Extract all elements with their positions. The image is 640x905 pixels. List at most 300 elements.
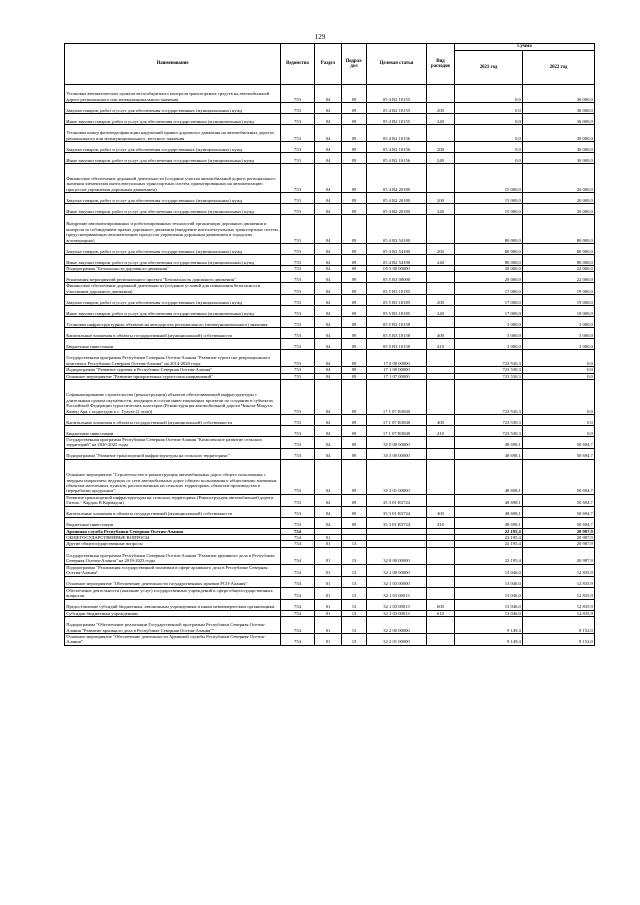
cell-sum-2022: 50 694,7 (523, 437, 595, 449)
table-row (65, 633, 595, 645)
cell-ministry: 753 (281, 204, 315, 215)
table-row (65, 153, 595, 164)
cell-sum-2021: 0,0 (455, 125, 523, 142)
cell-subsection: 09 (342, 448, 367, 459)
table-row (65, 535, 595, 541)
cell-ministry: 753 (281, 367, 315, 373)
cell-subsection: 09 (342, 204, 367, 215)
cell-ministry: 753 (281, 317, 315, 328)
cell-name: Бюджетные инвестиции (65, 426, 281, 437)
cell-sum-2021: 0,0 (455, 142, 523, 153)
cell-name: Другие общегосударственные вопросы (65, 541, 281, 547)
cell-expense-type (427, 437, 455, 449)
cell-section: 04 (315, 283, 342, 295)
cell-ministry: 754 (281, 528, 315, 534)
cell-target: 32 1 03 00000 (367, 576, 427, 587)
cell-ministry: 754 (281, 576, 315, 587)
cell-ministry: 753 (281, 103, 315, 114)
cell-target: 05 5 R3 10185 (367, 306, 427, 317)
cell-name: Бюджетные инвестиции (65, 517, 281, 528)
cell-sum-2021: 22 195,4 (455, 547, 523, 564)
cell-section: 04 (315, 272, 342, 283)
cell-target: 17 0 00 00000 (367, 350, 427, 367)
cell-section: 04 (315, 367, 342, 373)
cell-target: 35 3 00 00000 (367, 448, 427, 459)
cell-section: 04 (315, 339, 342, 350)
cell-sum-2021: 48 698,1 (455, 517, 523, 528)
cell-sum-2021: 48 698,1 (455, 437, 523, 449)
cell-target: 05 4 R2 10156 (367, 125, 427, 142)
cell-name: Иные закупки товаров, работ и услуг для обеспечения государственных (муниципальных) нужд (65, 255, 281, 266)
cell-sum-2022: 50 694,7 (523, 459, 595, 494)
cell-name: Капитальные вложения в объекты государственной (муниципальной) собственности (65, 328, 281, 339)
table-row (65, 350, 595, 367)
cell-subsection: 13 (342, 564, 367, 576)
cell-name: Иные закупки товаров, работ и услуг для обеспечения государственных (муниципальных) нужд (65, 204, 281, 215)
cell-sum-2021: 15 000,0 (455, 164, 523, 193)
cell-ministry: 753 (281, 373, 315, 379)
cell-sum-2021: 3 000,0 (455, 339, 523, 350)
cell-name: Архивная служба Республики Северная Осетия-Алания (65, 528, 281, 534)
cell-subsection: 09 (342, 367, 367, 373)
header-ministry: Ведомство (281, 44, 315, 85)
cell-sum-2021: 17 000,0 (455, 306, 523, 317)
cell-subsection: 09 (342, 339, 367, 350)
cell-expense-type: 240 (427, 255, 455, 266)
cell-expense-type (427, 164, 455, 193)
cell-target: 05 4 R2 20180 (367, 193, 427, 204)
cell-ministry: 753 (281, 448, 315, 459)
cell-ministry: 753 (281, 215, 315, 244)
cell-sum-2022: 12 835,9 (523, 599, 595, 610)
cell-target: 05 4 R2 10155 (367, 114, 427, 125)
cell-sum-2021: 17 000,0 (455, 295, 523, 306)
cell-sum-2021: 723 530,3 (455, 350, 523, 367)
cell-name: Капитальные вложения в объекты государственной (муниципальной) собственности (65, 415, 281, 426)
cell-section: 04 (315, 415, 342, 426)
table-row (65, 506, 595, 517)
cell-sum-2022: 50 694,7 (523, 494, 595, 506)
cell-name: Софинансирование строительства (реконструкции) объектов обеспечивающей инфраструктуры с длительным сроком окупаемости, входящих в состав инвестиционных проектов по созданию в субъектах Российской Федерации туристических кластеров (Реконструкция автомобильной дороги Чикола-Мацута-Камец Арк с подъездом к с. Гулуат (2 этап)) (65, 380, 281, 415)
cell-name: Субсидии бюджетным учреждениям (65, 610, 281, 616)
cell-sum-2022: 80 000,0 (523, 244, 595, 255)
cell-section: 04 (315, 103, 342, 114)
cell-expense-type (427, 459, 455, 494)
cell-sum-2022: 20 987,9 (523, 541, 595, 547)
cell-sum-2022: 22 000,0 (523, 266, 595, 272)
cell-subsection: 09 (342, 517, 367, 528)
cell-section: 04 (315, 506, 342, 517)
cell-expense-type (427, 547, 455, 564)
cell-sum-2022: 50 694,7 (523, 506, 595, 517)
cell-sum-2021: 9 149,4 (455, 633, 523, 645)
cell-section: 04 (315, 266, 342, 272)
cell-name: Развитие транспортной инфраструктуры на сельских территориях (Реконструкция автомобильной дороги Гизель - Кардон В Кармадон) (65, 494, 281, 506)
cell-target: 05 4 R2 10156 (367, 142, 427, 153)
cell-name: Закупка товаров, работ и услуг для обеспечения государственных (муниципальных) нужд (65, 103, 281, 114)
table-row (65, 142, 595, 153)
cell-ministry: 753 (281, 415, 315, 426)
cell-section: 01 (315, 616, 342, 633)
cell-target: 32 1 03 00013 (367, 610, 427, 616)
table-row (65, 204, 595, 215)
cell-expense-type: 400 (427, 506, 455, 517)
cell-section: 04 (315, 517, 342, 528)
cell-name: Установка автоматических пунктов весогабаритного контроля транспортных средств на автомобильной дороге регионального или межмуниципального значения (65, 85, 281, 103)
cell-ministry: 753 (281, 426, 315, 437)
cell-sum-2022: 20 987,9 (523, 535, 595, 541)
cell-sum-2021: 80 000,0 (455, 244, 523, 255)
table-row (65, 415, 595, 426)
cell-name: Закупка товаров, работ и услуг для обеспечения государственных (муниципальных) нужд (65, 244, 281, 255)
cell-sum-2022: 8 152,0 (523, 616, 595, 633)
cell-sum-2021: 48 698,1 (455, 459, 523, 494)
cell-expense-type (427, 564, 455, 576)
cell-sum-2022: 20 987,9 (523, 547, 595, 564)
cell-ministry: 753 (281, 272, 315, 283)
cell-expense-type: 200 (427, 193, 455, 204)
cell-target: 32 2 00 00000 (367, 616, 427, 633)
cell-sum-2022: 80 000,0 (523, 215, 595, 244)
cell-sum-2021: 0,0 (455, 114, 523, 125)
cell-sum-2022: 20 987,9 (523, 528, 595, 534)
table-row (65, 266, 595, 272)
cell-sum-2021: 3 000,0 (455, 317, 523, 328)
cell-section: 04 (315, 114, 342, 125)
cell-ministry: 754 (281, 616, 315, 633)
cell-expense-type: 200 (427, 295, 455, 306)
table-row (65, 616, 595, 633)
cell-sum-2022: 36 000,0 (523, 114, 595, 125)
cell-subsection: 09 (342, 255, 367, 266)
cell-section: 01 (315, 633, 342, 645)
header-name: Наименование (65, 44, 281, 85)
cell-name: Иные закупки товаров, работ и услуг для обеспечения государственных (муниципальных) нужд (65, 306, 281, 317)
table-row (65, 587, 595, 599)
cell-target: 32 1 03 00013 (367, 587, 427, 599)
cell-sum-2022: 22 000,0 (523, 272, 595, 283)
table-row (65, 125, 595, 142)
cell-subsection: 13 (342, 541, 367, 547)
cell-ministry: 753 (281, 266, 315, 272)
cell-section: 04 (315, 494, 342, 506)
cell-sum-2021: 80 000,0 (455, 255, 523, 266)
cell-section: 01 (315, 547, 342, 564)
cell-ministry: 753 (281, 350, 315, 367)
cell-expense-type: 410 (427, 517, 455, 528)
cell-section: 04 (315, 125, 342, 142)
cell-expense-type (427, 587, 455, 599)
cell-subsection: 13 (342, 547, 367, 564)
cell-subsection: 09 (342, 142, 367, 153)
cell-target: 05 5 R3 10185 (367, 283, 427, 295)
budget-table (64, 43, 595, 646)
cell-name: Внедрение автоматизированных и роботизированных технологий организации дорожного движения и контроля за соблюдением правил дорожного движения (внедрение интеллектуальных транспортных систем, предусматривающих автоматизацию процессов управления дорожным движением в городских агломерациях) (65, 215, 281, 244)
cell-expense-type (427, 494, 455, 506)
cell-ministry: 754 (281, 610, 315, 616)
cell-sum-2022: 19 000,0 (523, 306, 595, 317)
cell-sum-2021: 13 046,0 (455, 587, 523, 599)
cell-name: Предоставление субсидий бюджетным, автономным учреждениям и иным некоммерческим организациям (65, 599, 281, 610)
cell-expense-type: 400 (427, 328, 455, 339)
cell-ministry: 753 (281, 283, 315, 295)
cell-subsection: 09 (342, 426, 367, 437)
cell-ministry: 753 (281, 164, 315, 193)
header-sum: Сумма (455, 44, 595, 51)
cell-name: Финансовое обеспечение дорожной деятельности (создание условий для повышения безопасности участников дорожного движения) (65, 283, 281, 295)
cell-subsection: 09 (342, 373, 367, 379)
table-row (65, 244, 595, 255)
cell-sum-2022: 36 000,0 (523, 103, 595, 114)
cell-sum-2021: 48 698,1 (455, 448, 523, 459)
cell-expense-type (427, 125, 455, 142)
cell-name: Основное мероприятие "Обеспечение деятельности государственных архивов РСО-Алания" (65, 576, 281, 587)
cell-sum-2022: 50 694,7 (523, 517, 595, 528)
cell-target: 05 5 R3 10185 (367, 295, 427, 306)
cell-section: 01 (315, 535, 342, 541)
header-expense-type: Вид расходов (427, 44, 455, 85)
cell-ministry: 754 (281, 535, 315, 541)
cell-sum-2022: 30 000,0 (523, 153, 595, 164)
cell-sum-2021: 3 000,0 (455, 328, 523, 339)
cell-subsection: 13 (342, 633, 367, 645)
cell-section: 04 (315, 193, 342, 204)
cell-name: Основное мероприятие "Обеспечение деятельности Архивной службы Республики Северная Осетия-Алания" (65, 633, 281, 645)
cell-subsection: 09 (342, 114, 367, 125)
cell-expense-type: 240 (427, 204, 455, 215)
cell-name: Подпрограмма "Реализация государственной политики в сфере архивного дела в Республике Северная Осетия-Алания" (65, 564, 281, 576)
cell-name: ОБЩЕГОСУДАРСТВЕННЫЕ ВОПРОСЫ (65, 535, 281, 541)
cell-subsection: 09 (342, 283, 367, 295)
cell-sum-2022: 12 835,9 (523, 576, 595, 587)
cell-subsection: 09 (342, 103, 367, 114)
cell-section: 04 (315, 448, 342, 459)
cell-target: 05 4 R2 10155 (367, 103, 427, 114)
cell-name: Государственная программа Республики Северная Осетия-Алания "Комплексное развитие сельских территорий" на 2020-2025 годы (65, 437, 281, 449)
cell-expense-type (427, 215, 455, 244)
cell-ministry: 753 (281, 328, 315, 339)
cell-sum-2022: 0,0 (523, 380, 595, 415)
cell-name: Подпрограмма "Безопасность дорожного движения" (65, 266, 281, 272)
cell-ministry: 753 (281, 339, 315, 350)
cell-sum-2022: 20 000,0 (523, 193, 595, 204)
cell-name: Финансовое обеспечение дорожной деятельности (создание участка автомобильной дороги регионального значения элементами интеллектуальных транспортных систем, ориентированных на автоматизацию процессов управления дорожным движением) (65, 164, 281, 193)
cell-sum-2022: 80 000,0 (523, 255, 595, 266)
table-row (65, 367, 595, 373)
cell-ministry: 753 (281, 114, 315, 125)
cell-subsection: 09 (342, 306, 367, 317)
cell-sum-2021: 22 195,4 (455, 528, 523, 534)
cell-section: 04 (315, 350, 342, 367)
cell-subsection: 09 (342, 494, 367, 506)
cell-expense-type: 240 (427, 114, 455, 125)
table-row (65, 459, 595, 494)
table-row (65, 85, 595, 103)
cell-target: 35 3 01 R3724 (367, 506, 427, 517)
cell-name: Реализация мероприятий регионального проекта "Безопасность дорожного движения" (65, 272, 281, 283)
cell-sum-2022: 20 000,0 (523, 164, 595, 193)
cell-target: 32 0 00 00000 (367, 547, 427, 564)
cell-target: 05 4 R2 54180 (367, 215, 427, 244)
cell-expense-type (427, 448, 455, 459)
cell-subsection: 09 (342, 380, 367, 415)
cell-section: 04 (315, 153, 342, 164)
cell-subsection: 09 (342, 295, 367, 306)
header-section: Раздел (315, 44, 342, 85)
cell-target: 05 4 R2 20180 (367, 204, 427, 215)
cell-sum-2021: 0,0 (455, 103, 523, 114)
cell-section: 04 (315, 204, 342, 215)
cell-section: 04 (315, 328, 342, 339)
cell-sum-2021: 15 000,0 (455, 193, 523, 204)
cell-subsection: 09 (342, 85, 367, 103)
table-row (65, 272, 595, 283)
cell-ministry: 753 (281, 517, 315, 528)
cell-expense-type (427, 576, 455, 587)
table-row (65, 437, 595, 449)
table-row (65, 164, 595, 193)
cell-expense-type: 410 (427, 339, 455, 350)
cell-target: 05 4 R2 54180 (367, 255, 427, 266)
cell-ministry: 754 (281, 599, 315, 610)
cell-target: 05 4 R2 54180 (367, 244, 427, 255)
table-row (65, 295, 595, 306)
cell-expense-type: 200 (427, 244, 455, 255)
cell-target: 05 4 R2 20180 (367, 164, 427, 193)
cell-sum-2021: 723 530,3 (455, 373, 523, 379)
cell-section: 04 (315, 317, 342, 328)
table-row (65, 114, 595, 125)
cell-subsection: 13 (342, 616, 367, 633)
table-row (65, 255, 595, 266)
cell-section: 04 (315, 459, 342, 494)
cell-name: Основное мероприятие "Строительство и реконструкция автомобильных дорог общего пользования с твердым покрытием, ведущих от сети автомобильных дорог общего пользования к общественно значимым объектам населенных пунктов, расположенных на сельских территориях, объектам производства и переработки продукции" (65, 459, 281, 494)
cell-expense-type: 200 (427, 103, 455, 114)
cell-ministry: 753 (281, 459, 315, 494)
cell-sum-2021: 723 530,3 (455, 367, 523, 373)
page-number: 129 (314, 33, 326, 41)
table-row (65, 283, 595, 295)
cell-section: 01 (315, 587, 342, 599)
cell-section: 04 (315, 295, 342, 306)
cell-section: 04 (315, 244, 342, 255)
cell-sum-2021: 22 195,4 (455, 541, 523, 547)
cell-name: Подпрограмма "Обеспечение реализации Государственной программы Республики Северная Осетия-Алания "Развитие архивного дела в Республике Северная Осетия-Алания"" (65, 616, 281, 633)
cell-expense-type: 610 (427, 610, 455, 616)
cell-subsection: 13 (342, 599, 367, 610)
cell-sum-2021: 48 698,1 (455, 494, 523, 506)
cell-expense-type (427, 350, 455, 367)
cell-section: 04 (315, 426, 342, 437)
cell-sum-2021: 48 698,1 (455, 506, 523, 517)
cell-name: Иные закупки товаров, работ и услуг для обеспечения государственных (муниципальных) нужд (65, 153, 281, 164)
cell-expense-type (427, 272, 455, 283)
cell-sum-2021: 15 000,0 (455, 204, 523, 215)
table-row (65, 426, 595, 437)
cell-sum-2021: 22 195,4 (455, 535, 523, 541)
cell-subsection: 09 (342, 459, 367, 494)
cell-name: Основное мероприятие "Развитие приоритетных туристских направлений" (65, 373, 281, 379)
table-row (65, 306, 595, 317)
cell-ministry: 753 (281, 125, 315, 142)
cell-expense-type: 600 (427, 599, 455, 610)
table-row (65, 576, 595, 587)
cell-ministry: 753 (281, 244, 315, 255)
cell-ministry: 753 (281, 380, 315, 415)
cell-section: 04 (315, 85, 342, 103)
cell-ministry: 754 (281, 547, 315, 564)
cell-name: Подпрограмма "Развитие транспортной инфраструктуры на сельских территориях" (65, 448, 281, 459)
cell-section: 04 (315, 255, 342, 266)
cell-name: Капитальные вложения в объекты государственной (муниципальной) собственности (65, 506, 281, 517)
header-subsection: Подраз- дел (342, 44, 367, 85)
cell-sum-2022: 0,0 (523, 415, 595, 426)
cell-target: 32 1 03 00013 (367, 599, 427, 610)
cell-sum-2022: 12 835,9 (523, 564, 595, 576)
cell-target: 17 1 07 R3840 (367, 380, 427, 415)
cell-target: 32 1 00 00000 (367, 564, 427, 576)
cell-expense-type (427, 633, 455, 645)
cell-sum-2022: 20 000,0 (523, 204, 595, 215)
cell-ministry: 753 (281, 142, 315, 153)
header-target: Целевая статья (367, 44, 427, 85)
table-row (65, 339, 595, 350)
cell-section: 01 (315, 610, 342, 616)
cell-subsection: 09 (342, 350, 367, 367)
cell-name: Подпрограмма "Развитие туризма в Республике Северная Осетия-Алания" (65, 367, 281, 373)
cell-section: 04 (315, 437, 342, 449)
cell-sum-2022: 3 000,0 (523, 339, 595, 350)
cell-sum-2022: 12 835,9 (523, 587, 595, 599)
cell-subsection: 09 (342, 244, 367, 255)
cell-sum-2021: 723 530,3 (455, 426, 523, 437)
cell-name: Установка камер фотовидеофиксации нарушений правил дорожного движения на автомобильных дорогах регионального или межмуниципального, местного значения (65, 125, 281, 142)
cell-section: 04 (315, 164, 342, 193)
cell-subsection: 09 (342, 266, 367, 272)
cell-sum-2022: 19 000,0 (523, 283, 595, 295)
cell-subsection: 09 (342, 125, 367, 142)
cell-expense-type: 400 (427, 415, 455, 426)
cell-section: 04 (315, 215, 342, 244)
cell-sum-2022: 19 000,0 (523, 295, 595, 306)
cell-subsection: 09 (342, 328, 367, 339)
cell-ministry: 754 (281, 541, 315, 547)
cell-target: 05 5 R3 10158 (367, 328, 427, 339)
cell-ministry: 753 (281, 153, 315, 164)
table-row (65, 193, 595, 204)
cell-ministry: 753 (281, 437, 315, 449)
cell-section: 01 (315, 564, 342, 576)
cell-sum-2022: 36 000,0 (523, 85, 595, 103)
table-row (65, 328, 595, 339)
cell-target: 05 5 R3 00000 (367, 272, 427, 283)
cell-name: Иные закупки товаров, работ и услуг для обеспечения государственных (муниципальных) нужд (65, 114, 281, 125)
cell-target: 35 0 00 00000 (367, 437, 427, 449)
cell-expense-type (427, 317, 455, 328)
cell-target: 35 3 01 R3724 (367, 517, 427, 528)
header-year-2022: 2022 год (523, 51, 595, 85)
cell-ministry: 753 (281, 255, 315, 266)
cell-sum-2022: 0,0 (523, 350, 595, 367)
cell-expense-type (427, 85, 455, 103)
cell-subsection: 09 (342, 215, 367, 244)
cell-expense-type (427, 283, 455, 295)
table-row (65, 494, 595, 506)
cell-name: Бюджетные инвестиции (65, 339, 281, 350)
table-row (65, 103, 595, 114)
table-row (65, 547, 595, 564)
cell-sum-2022: 3 000,0 (523, 317, 595, 328)
